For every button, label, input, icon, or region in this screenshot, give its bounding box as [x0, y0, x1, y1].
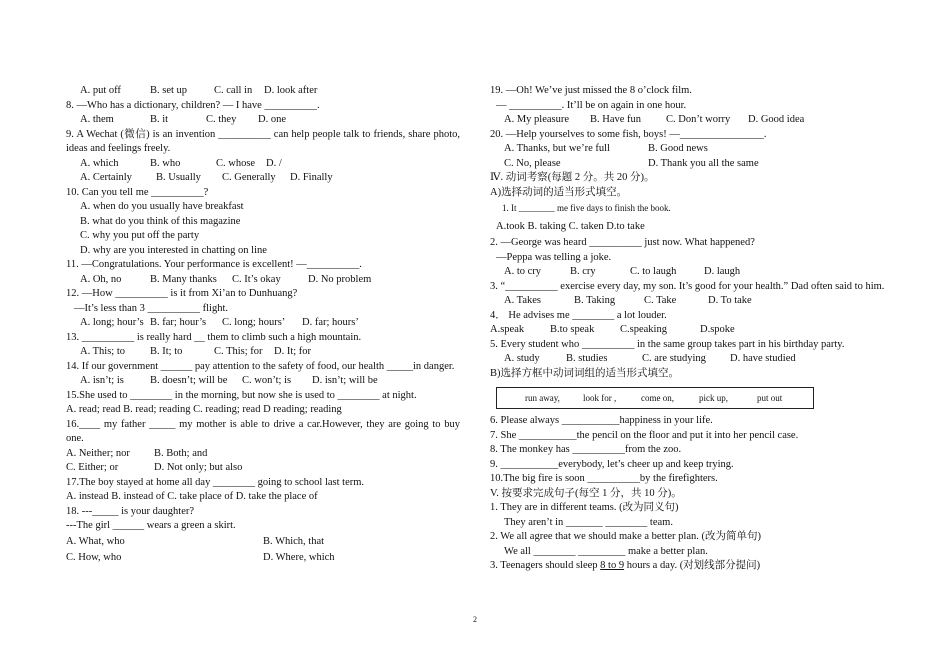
sentence-answer-2: We all ________ _________ make a better plan.	[504, 545, 708, 557]
phrase-question-9: 9. ___________everybody, let’s cheer up and keep trying.	[490, 458, 734, 470]
phrase: run away,	[525, 393, 560, 403]
option: D. far; hours’	[302, 317, 359, 328]
phrase-box	[496, 387, 814, 409]
underlined-phrase: 8 to 9	[600, 560, 625, 571]
option: B. far; hour’s	[150, 317, 207, 328]
option: D. one	[258, 114, 286, 125]
option: A. This; to	[80, 346, 126, 357]
q20-options-2	[490, 157, 888, 172]
page-number: 2	[473, 615, 477, 624]
q9-options-1	[66, 157, 460, 172]
option: A. long; hour’s	[80, 317, 144, 328]
sentence-3-post: hours a day. (对划线部分提问)	[624, 560, 761, 571]
option: D. Where, which	[263, 551, 335, 563]
sentence-3-pre: 3. Teenagers should sleep	[490, 560, 601, 571]
option: A. when do you usually have breakfast	[80, 201, 244, 212]
v1-options: A.took B. taking C. taken D.to take	[496, 221, 645, 232]
phrase: come on,	[641, 393, 674, 403]
option: C. they	[206, 114, 237, 125]
question-11: 11. —Congratulations. Your performance is excellent! —__________.	[66, 259, 362, 270]
option: C. Don’t worry	[666, 114, 731, 125]
verb-question-2: 2. —George was heard __________ just now. What happened?	[490, 237, 755, 248]
option: C. This; for	[214, 346, 263, 357]
v4-options	[490, 323, 888, 338]
section-4-heading: Ⅳ. 动词考察(每题 2 分。共 20 分)。	[490, 172, 655, 183]
q17-options: A. instead B. instead of C. take place of D. take the place of	[66, 491, 318, 502]
section-5-heading: V. 按要求完成句子(每空 1 分，共 10 分)。	[490, 487, 682, 499]
option: B. Taking	[574, 295, 616, 306]
v3-options	[490, 294, 888, 309]
option: C. why you put off the party	[80, 230, 200, 241]
option: D. Not only; but also	[154, 462, 243, 473]
option: C. to laugh	[630, 266, 677, 277]
q16-options-2	[66, 461, 460, 476]
question-20: 20. —Help yourselves to some fish, boys! —________________.	[490, 128, 767, 140]
option: D. have studied	[730, 353, 796, 364]
option: D. /	[266, 157, 282, 169]
q9-options-2	[66, 171, 460, 186]
q7-options	[66, 84, 460, 99]
option: A. Thanks, but we’re full	[504, 143, 610, 154]
q18-options	[66, 534, 460, 566]
option: C. No, please	[504, 157, 561, 169]
q13-options	[66, 345, 460, 360]
option: B. cry	[570, 266, 596, 277]
phrase: pick up,	[699, 393, 728, 403]
option: D. isn’t; will be	[312, 375, 378, 386]
sentence-answer-1: They aren’t in _______ ________ team.	[504, 516, 673, 528]
q11-options	[66, 273, 460, 288]
question-12-reply: —It’s less than 3 __________ flight.	[74, 302, 228, 314]
option: C. Either; or	[66, 462, 119, 473]
option: A. put off	[80, 85, 121, 96]
option: A. My pleasure	[504, 114, 570, 125]
question-19: 19. —Oh! We’ve just missed the 8 o’clock film.	[490, 85, 692, 96]
option: A. them	[80, 114, 114, 125]
phrase-question-6: 6. Please always ___________happiness in your life.	[490, 415, 713, 426]
question-18-reply: ---The girl ______ wears a green a skirt.	[66, 520, 236, 531]
option: A. What, who	[66, 535, 125, 547]
question-13: 13. __________ is really hard __ them to climb such a high mountain.	[66, 331, 362, 343]
right-column	[490, 84, 888, 574]
option: A. Certainly	[80, 172, 132, 183]
option: D.spoke	[700, 324, 735, 335]
option: B. It; to	[150, 346, 183, 357]
question-10: 10. Can you tell me __________?	[66, 186, 209, 198]
option: D. why are you interested in chatting on line	[80, 244, 267, 256]
option: A.speak	[490, 324, 525, 335]
option: A. which	[80, 157, 119, 169]
option: A. Neither; nor	[66, 447, 130, 459]
option: B. set up	[150, 85, 188, 96]
option: D. laugh	[704, 266, 741, 277]
option: B. what do you think of this magazine	[80, 215, 241, 227]
question-16: 16.____ my father _____ my mother is able to drive a car.However, they are going to buy one.	[66, 418, 460, 444]
question-17: 17.The boy stayed at home all day ________ going to school last term.	[66, 476, 365, 488]
q12-options	[66, 316, 460, 331]
option: C.speaking	[620, 324, 667, 335]
option: B. Usually	[156, 172, 201, 183]
q14-options	[66, 374, 460, 389]
verb-question-3: 3. “__________ exercise every day, my son. It’s good for your health.” Dad often said to him.	[490, 280, 885, 292]
option: D. Good idea	[748, 114, 805, 125]
question-8: 8. —Who has a dictionary, children? — I have __________.	[66, 99, 320, 111]
option: B. Both; and	[154, 447, 208, 459]
option: B. studies	[566, 353, 608, 364]
q16-options-1	[66, 447, 460, 462]
option: D. look after	[264, 85, 318, 96]
verb-question-2-reply: —Peppa was telling a joke.	[496, 251, 612, 263]
option: A. isn’t; is	[80, 375, 124, 386]
v2-options	[490, 265, 888, 280]
option: D. It; for	[274, 346, 312, 357]
option: A. study	[504, 353, 540, 364]
phrase: put out	[757, 393, 783, 403]
option: A. Takes	[504, 295, 541, 306]
option: A. Oh, no	[80, 273, 122, 285]
question-15: 15.She used to ________ in the morning, but now she is used to ________ at night.	[66, 389, 417, 401]
verb-question-5: 5. Every student who __________ in the same group takes part in his birthday party.	[490, 338, 845, 350]
option: B. Many thanks	[150, 273, 217, 285]
sentence-question-1: 1. They are in different teams. (改为同义句)	[490, 502, 679, 513]
option: C. How, who	[66, 551, 122, 563]
verb-question-4: 4． He advises me ________ a lot louder.	[490, 309, 667, 321]
option: C. are studying	[642, 353, 706, 364]
question-18: 18. ---_____ is your daughter?	[66, 505, 195, 517]
q19-options	[490, 113, 888, 128]
option: C. won’t; is	[242, 375, 292, 386]
option: B. Good news	[648, 143, 708, 154]
option: D. No problem	[308, 273, 372, 285]
question-12: 12. —How __________ is it from Xi’an to Dunhuang?	[66, 288, 298, 299]
q15-options: A. read; read B. read; reading C. reading; read D reading; reading	[66, 404, 342, 415]
option: C. Generally	[222, 172, 276, 183]
section-b-heading: B)选择方框中动词词组的适当形式填空。	[490, 367, 679, 379]
option: B. Which, that	[263, 535, 325, 547]
phrase-question-10: 10.The big fire is soon __________by the firefighters.	[490, 473, 718, 484]
v5-options	[490, 352, 888, 367]
option: D. To take	[708, 295, 752, 306]
sentence-question-2: 2. We all agree that we should make a better plan. (改为简单句)	[490, 531, 762, 542]
phrase-question-7: 7. She ___________the pencil on the floor and put it into her pencil case.	[490, 429, 799, 441]
q20-options-1	[490, 142, 888, 157]
option: B. it	[150, 114, 169, 125]
phrase-question-8: 8. The monkey has __________from the zoo.	[490, 444, 682, 455]
option: A. to cry	[504, 266, 542, 277]
option: B. Have fun	[590, 114, 642, 125]
option: D. Finally	[290, 172, 333, 183]
verb-question-1: 1. It ________ me five days to finish the book.	[502, 203, 671, 213]
option: C. call in	[214, 85, 253, 96]
option: B. who	[150, 157, 181, 169]
option: C. Take	[644, 295, 677, 306]
option: B.to speak	[550, 324, 595, 335]
question-9: 9. A Wechat (微信) is an invention __________ can help people talk to friends, share photo, ideas and feelings freely.	[66, 128, 460, 154]
sentence-question-3	[490, 559, 888, 574]
option: C. whose	[216, 157, 256, 169]
phrase: look for ,	[583, 393, 617, 403]
q8-options	[66, 113, 460, 128]
question-14: 14. If our government ______ pay attention to the safety of food, our health _____in danger.	[66, 360, 455, 372]
left-column	[66, 84, 460, 566]
section-a-heading: A)选择动词的适当形式填空。	[490, 186, 628, 198]
question-19-reply: — __________. It’ll be on again in one hour.	[496, 99, 687, 111]
option: D. Thank you all the same	[648, 157, 759, 169]
option: C. It’s okay	[232, 273, 281, 285]
option: B. doesn’t; will be	[150, 375, 228, 386]
option: C. long; hours’	[222, 317, 286, 328]
